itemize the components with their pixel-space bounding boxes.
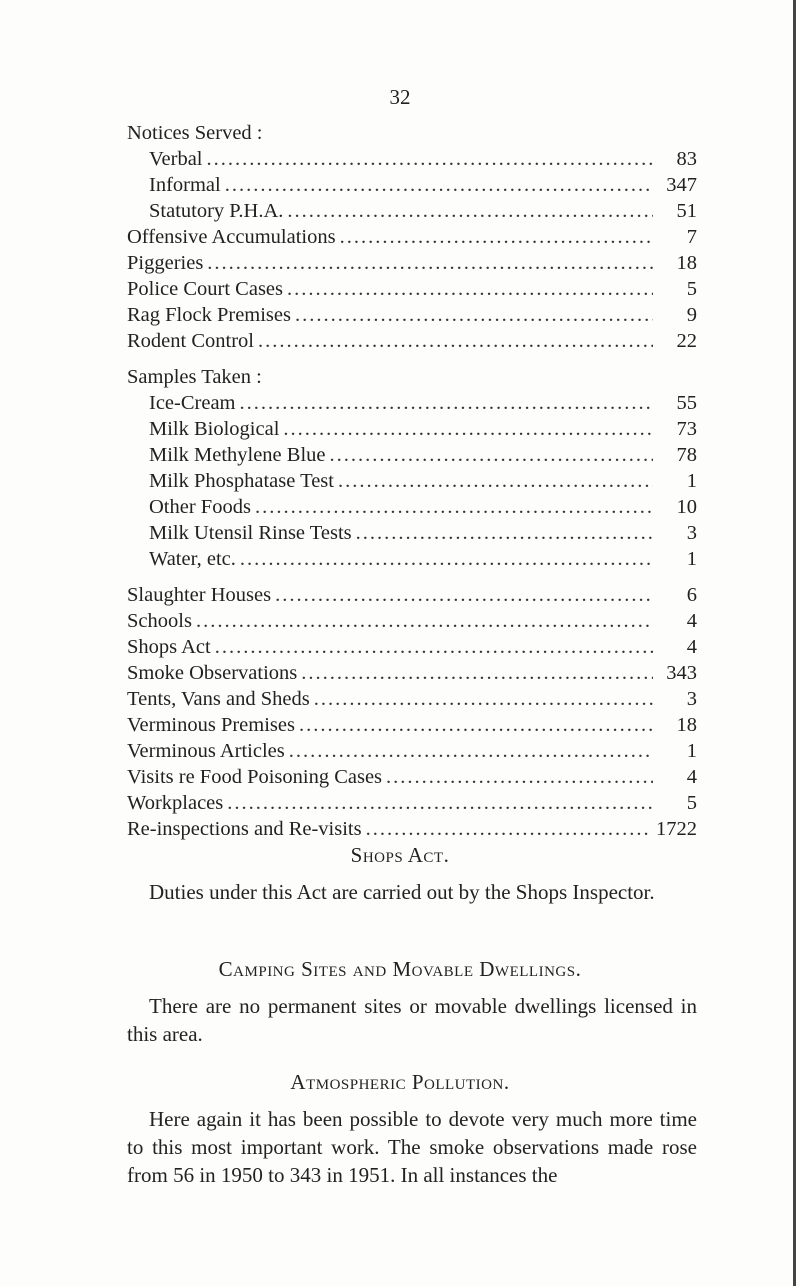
list-item: Tents, Vans and Sheds ..... 3 [127,686,697,712]
list-item: Smoke Observations ..... 343 [127,660,697,686]
list-item: Verminous Premises ..... 18 [127,712,697,738]
list-item: Water, etc. ..... 1 [127,546,697,572]
section-title-shops-act: Shops Act. [350,843,450,867]
list-item: Offensive Accumulations ..... 7 [127,224,697,250]
list-item: Informal ..... 347 [127,172,697,198]
inspection-list [127,120,697,842]
notices-heading: Notices Served : [127,122,263,144]
list-item: Shops Act ..... 4 [127,634,697,660]
list-item: Milk Utensil Rinse Tests ..... 3 [127,520,697,546]
list-item: Workplaces ..... 5 [127,790,697,816]
list-item: Statutory P.H.A. ..... 51 [127,198,697,224]
list-item: Milk Biological ..... 73 [127,416,697,442]
list-item: Rag Flock Premises ..... 9 [127,302,697,328]
list-item: Verminous Articles ..... 1 [127,738,697,764]
list-item: Slaughter Houses ..... 6 [127,582,697,608]
samples-heading: Samples Taken : [127,366,262,388]
list-item: Re-inspections and Re-visits ..... 1722 [127,816,697,842]
section-text-atmospheric-pollution: Here again it has been possible to devote very much more time to this most important work. The smoke observations made rose from 56 in 1950 to 343 in 1951. In all instances the [127,1107,697,1187]
section-title-atmospheric-pollution: Atmospheric Pollution. [290,1070,510,1094]
list-item: Milk Methylene Blue ..... 78 [127,442,697,468]
page-number: 32 [389,85,411,109]
list-item: Other Foods ..... 10 [127,494,697,520]
list-item: Police Court Cases ..... 5 [127,276,697,302]
list-item: Rodent Control ..... 22 [127,328,697,354]
list-item: Visits re Food Poisoning Cases ..... 4 [127,764,697,790]
list-item: Piggeries ..... 18 [127,250,697,276]
list-item: Milk Phosphatase Test ..... 1 [127,468,697,494]
list-item: Verbal ..... 83 [127,146,697,172]
list-item: Schools ..... 4 [127,608,697,634]
list-item: Ice-Cream ..... 55 [127,390,697,416]
section-text-camping-sites: There are no permanent sites or movable dwellings licensed in this area. [127,994,697,1046]
section-text-shops-act: Duties under this Act are carried out by the Shops Inspector. [149,880,655,904]
section-title-camping-sites: Camping Sites and Movable Dwellings. [218,957,582,981]
